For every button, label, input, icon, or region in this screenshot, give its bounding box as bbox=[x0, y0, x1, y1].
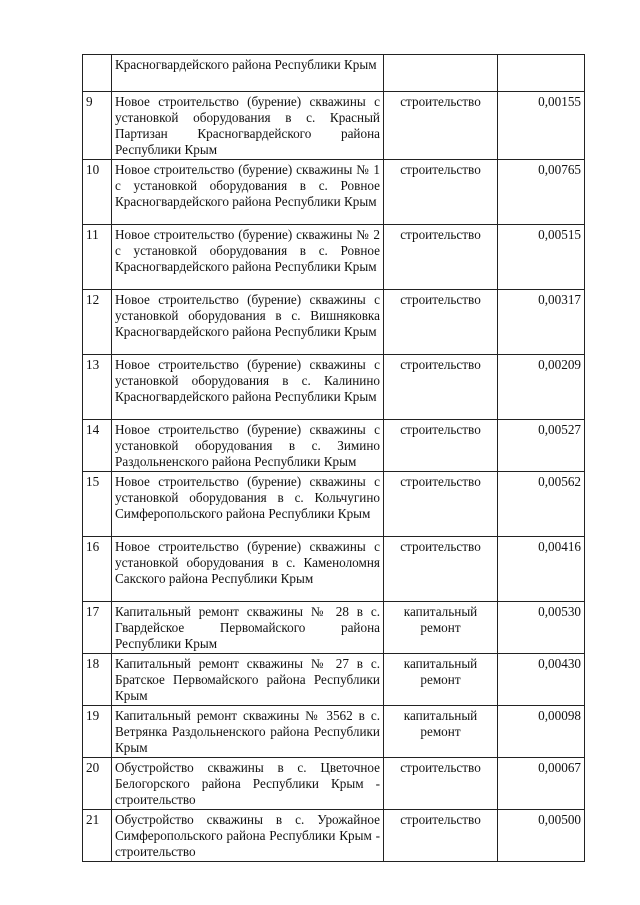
row-value: 0,00209 bbox=[498, 355, 585, 420]
row-type: строительство bbox=[384, 290, 498, 355]
row-name: Обустройство скважины в с. Цветочное Белогорского района Республики Крым - строительство bbox=[112, 758, 384, 810]
table-row bbox=[83, 290, 585, 355]
row-name: Красногвардейского района Республики Крым bbox=[112, 55, 384, 92]
table-row bbox=[83, 225, 585, 290]
table-row bbox=[83, 537, 585, 602]
row-value: 0,00515 bbox=[498, 225, 585, 290]
row-type: капитальный ремонт bbox=[384, 602, 498, 654]
row-value: 0,00562 bbox=[498, 472, 585, 537]
row-name: Новое строительство (бурение) скважины с установкой оборудования в с. Вишняковка Красногвардейского района Республики Крым bbox=[112, 290, 384, 355]
table-row bbox=[83, 602, 585, 654]
table-row bbox=[83, 92, 585, 160]
row-name: Обустройство скважины в с. Урожайное Симферопольского района Республики Крым - строительство bbox=[112, 810, 384, 862]
row-number: 19 bbox=[83, 706, 112, 758]
row-value: 0,00430 bbox=[498, 654, 585, 706]
row-number: 17 bbox=[83, 602, 112, 654]
row-name: Новое строительство (бурение) скважины с установкой оборудования в с. Калинино Красногвардейского района Республики Крым bbox=[112, 355, 384, 420]
table-row bbox=[83, 355, 585, 420]
row-number bbox=[83, 55, 112, 92]
row-value: 0,00765 bbox=[498, 160, 585, 225]
row-value: 0,00155 bbox=[498, 92, 585, 160]
row-number: 21 bbox=[83, 810, 112, 862]
row-value: 0,00416 bbox=[498, 537, 585, 602]
row-value: 0,00500 bbox=[498, 810, 585, 862]
row-name: Капитальный ремонт скважины № 3562 в с. Ветрянка Раздольненского района Республики Крым bbox=[112, 706, 384, 758]
row-name: Новое строительство (бурение) скважины № 1 с установкой оборудования в с. Ровное Красногвардейского района Республики Крым bbox=[112, 160, 384, 225]
row-value: 0,00067 bbox=[498, 758, 585, 810]
row-value bbox=[498, 55, 585, 92]
row-name: Капитальный ремонт скважины № 27 в с. Братское Первомайского района Республики Крым bbox=[112, 654, 384, 706]
row-type: капитальный ремонт bbox=[384, 654, 498, 706]
row-number: 18 bbox=[83, 654, 112, 706]
row-number: 14 bbox=[83, 420, 112, 472]
row-number: 12 bbox=[83, 290, 112, 355]
row-type: строительство bbox=[384, 810, 498, 862]
row-number: 9 bbox=[83, 92, 112, 160]
works-table bbox=[82, 54, 585, 862]
table-row bbox=[83, 160, 585, 225]
row-number: 11 bbox=[83, 225, 112, 290]
table-row bbox=[83, 55, 585, 92]
table-row bbox=[83, 420, 585, 472]
table-row bbox=[83, 706, 585, 758]
row-name: Новое строительство (бурение) скважины с установкой оборудования в с. Кольчугино Симферопольского района Республики Крым bbox=[112, 472, 384, 537]
row-number: 13 bbox=[83, 355, 112, 420]
row-value: 0,00098 bbox=[498, 706, 585, 758]
row-value: 0,00317 bbox=[498, 290, 585, 355]
row-type: капитальный ремонт bbox=[384, 706, 498, 758]
row-name: Новое строительство (бурение) скважины с установкой оборудования в с. Каменоломня Сакского района Республики Крым bbox=[112, 537, 384, 602]
row-type: строительство bbox=[384, 758, 498, 810]
row-number: 20 bbox=[83, 758, 112, 810]
row-type: строительство bbox=[384, 537, 498, 602]
row-value: 0,00527 bbox=[498, 420, 585, 472]
row-name: Новое строительство (бурение) скважины с установкой оборудования в с. Зимино Раздольненского района Республики Крым bbox=[112, 420, 384, 472]
row-number: 15 bbox=[83, 472, 112, 537]
table-row bbox=[83, 810, 585, 862]
row-type: строительство bbox=[384, 472, 498, 537]
row-name: Капитальный ремонт скважины № 28 в с. Гвардейское Первомайского района Республики Крым bbox=[112, 602, 384, 654]
row-type: строительство bbox=[384, 225, 498, 290]
row-name: Новое строительство (бурение) скважины № 2 с установкой оборудования в с. Ровное Красногвардейского района Республики Крым bbox=[112, 225, 384, 290]
row-number: 16 bbox=[83, 537, 112, 602]
table-row bbox=[83, 654, 585, 706]
row-type: строительство bbox=[384, 420, 498, 472]
row-type bbox=[384, 55, 498, 92]
row-type: строительство bbox=[384, 160, 498, 225]
row-name: Новое строительство (бурение) скважины с установкой оборудования в с. Красный Партизан Красногвардейского района Республики Крым bbox=[112, 92, 384, 160]
row-type: строительство bbox=[384, 92, 498, 160]
table-row bbox=[83, 758, 585, 810]
table-body bbox=[83, 55, 585, 862]
table-row bbox=[83, 472, 585, 537]
row-value: 0,00530 bbox=[498, 602, 585, 654]
row-number: 10 bbox=[83, 160, 112, 225]
row-type: строительство bbox=[384, 355, 498, 420]
